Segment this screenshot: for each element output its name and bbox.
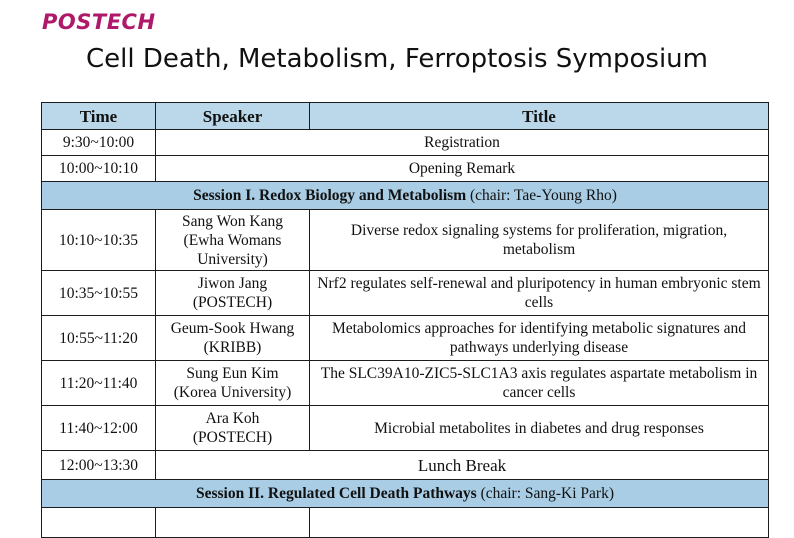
talk-title-cell: Diverse redox signaling systems for proliferation, migration, metabolism [310,210,769,271]
speaker-cell [156,271,310,316]
talk-title-cell: Metabolomics approaches for identifying metabolic signatures and pathways underlying disease [310,316,769,361]
column-header-speaker: Speaker [156,103,310,130]
talk-title-cell: Nrf2 regulates self-renewal and pluripotency in human embryonic stem cells [310,271,769,316]
speaker-affiliation: (POSTECH) [192,294,273,311]
session-title: Session II. Regulated Cell Death Pathways [195,485,477,502]
column-header-title: Title [310,103,769,130]
table-row [42,361,769,406]
speaker-affiliation: (Ewha Womans University) [183,231,282,268]
table-row-registration [42,130,769,156]
table-row [42,316,769,361]
speaker-cell [156,210,310,271]
speaker-cell [156,361,310,406]
table-row [42,406,769,451]
session-chair: (chair: Sang-Ki Park) [480,485,615,502]
speaker-affiliation: (Korea University) [173,384,292,401]
session-row [42,182,769,210]
event-cell: Registration [156,130,769,156]
time-cell: 10:35~10:55 [42,271,156,316]
speaker-affiliation: (POSTECH) [192,429,273,446]
session-row [42,480,769,508]
speaker-cell [156,316,310,361]
table-row-lunch [42,451,769,480]
speaker-name: Sang Won Kang [182,212,283,230]
table-row-opening [42,156,769,182]
page-title: Cell Death, Metabolism, Ferroptosis Symposium [85,44,708,74]
event-cell: Lunch Break [156,451,769,480]
talk-title-cell: Microbial metabolites in diabetes and drug responses [310,406,769,451]
speaker-name: Sung Eun Kim [186,365,279,382]
session-chair: (chair: Tae-Young Rho) [470,187,617,204]
speaker-cell [156,508,310,538]
table-header-row [42,103,769,130]
speaker-affiliation: (KRIBB) [203,339,262,356]
time-cell: 10:10~10:35 [42,210,156,271]
time-cell: 11:40~12:00 [42,406,156,451]
session-heading [42,480,769,508]
time-cell [42,508,156,538]
event-cell: Opening Remark [156,156,769,182]
talk-title-cell: The SLC39A10-ZIC5-SLC1A3 axis regulates aspartate metabolism in cancer cells [310,361,769,406]
table-row [42,210,769,271]
schedule-table [41,102,769,538]
table-row [42,271,769,316]
postech-logo: POSTECH [42,10,156,34]
speaker-name: Geum-Sook Hwang [170,320,295,337]
time-cell: 10:55~11:20 [42,316,156,361]
speaker-name: Jiwon Jang [197,275,268,292]
time-cell: 9:30~10:00 [42,130,156,156]
column-header-time: Time [42,103,156,130]
time-cell: 10:00~10:10 [42,156,156,182]
session-heading [42,182,769,210]
speaker-cell [156,406,310,451]
table-row-partial [42,508,769,538]
talk-title-cell [310,508,769,538]
time-cell: 12:00~13:30 [42,451,156,480]
time-cell: 11:20~11:40 [42,361,156,406]
session-title: Session I. Redox Biology and Metabolism [193,187,467,204]
speaker-name: Ara Koh [205,410,260,427]
